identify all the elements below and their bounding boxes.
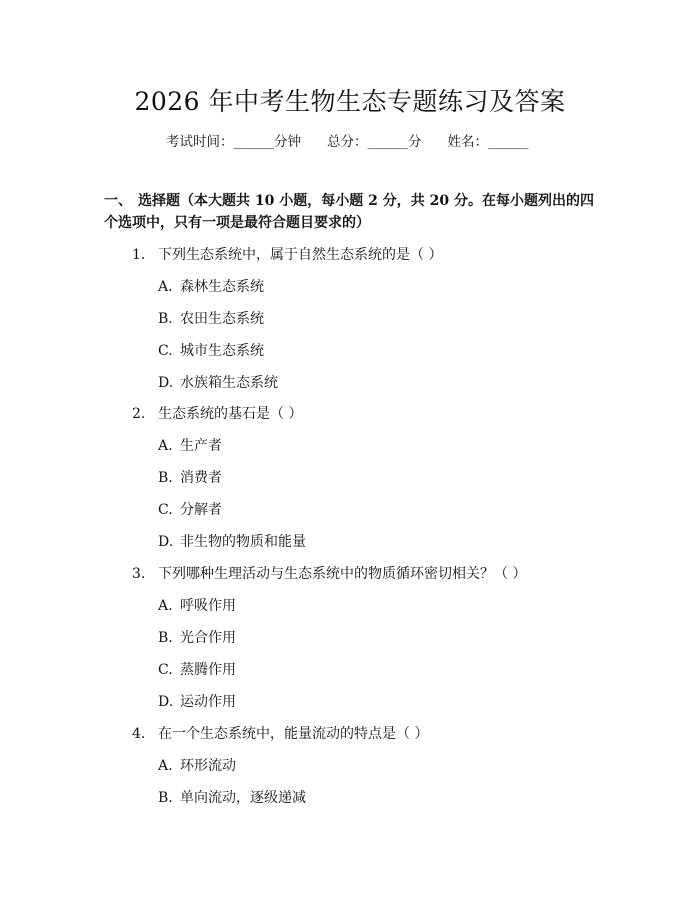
question-1-option-d <box>158 372 278 392</box>
option-letter: C. <box>158 502 173 518</box>
question-number: 4. <box>132 726 146 742</box>
option-text: 非生物的物质和能量 <box>180 534 306 550</box>
question-text: 下列哪种生理活动与生态系统中的物质循环密切相关？（ ） <box>158 566 527 582</box>
question-3-option-c <box>158 659 236 679</box>
question-text: 在一个生态系统中，能量流动的特点是（ ） <box>158 726 429 742</box>
question-2 <box>132 403 302 423</box>
question-1-option-b <box>158 308 264 328</box>
option-text: 生产者 <box>180 438 222 454</box>
option-text: 分解者 <box>180 502 222 518</box>
page-title: 2026 年中考生物生态专题练习及答案 <box>134 87 566 116</box>
question-text: 下列生态系统中，属于自然生态系统的是（ ） <box>158 247 443 263</box>
question-1 <box>132 244 442 264</box>
option-letter: A. <box>158 279 173 295</box>
option-text: 光合作用 <box>180 630 236 646</box>
question-2-option-a <box>158 435 222 455</box>
option-letter: D. <box>158 534 174 550</box>
option-text: 消费者 <box>180 470 222 486</box>
option-letter: B. <box>158 470 173 486</box>
option-text: 运动作用 <box>180 694 236 710</box>
option-letter: C. <box>158 662 173 678</box>
question-3-option-b <box>158 627 236 647</box>
question-3-option-a <box>158 595 236 615</box>
question-2-option-d <box>158 531 306 551</box>
total-score-field: 总分：______分 <box>327 134 422 150</box>
exam-time-field: 考试时间：______分钟 <box>166 134 301 150</box>
option-letter: B. <box>158 630 173 646</box>
question-number: 1. <box>132 247 146 263</box>
name-field: 姓名：______ <box>447 134 529 150</box>
option-letter: A. <box>158 438 173 454</box>
option-text: 环形流动 <box>180 758 236 774</box>
option-letter: D. <box>158 375 174 391</box>
option-text: 城市生态系统 <box>180 343 264 359</box>
option-letter: D. <box>158 694 174 710</box>
question-3 <box>132 563 526 583</box>
section-instructions: 选择题（本大题共 10 小题，每小题 2 分，共 20 分。在每小题列出的四个选项中，只有一项是最符合题目要求的） <box>104 193 594 231</box>
question-number: 2. <box>132 406 146 422</box>
option-text: 森林生态系统 <box>180 279 264 295</box>
question-4-option-a <box>158 755 236 775</box>
option-text: 单向流动，逐级递减 <box>180 790 306 806</box>
question-4-option-b <box>158 787 306 807</box>
option-letter: B. <box>158 790 173 806</box>
section-heading <box>104 190 604 234</box>
question-number: 3. <box>132 566 146 582</box>
question-4 <box>132 723 428 743</box>
question-1-option-a <box>158 276 264 296</box>
option-letter: C. <box>158 343 173 359</box>
option-text: 呼吸作用 <box>180 598 236 614</box>
option-text: 农田生态系统 <box>180 311 264 327</box>
option-text: 蒸腾作用 <box>180 662 236 678</box>
question-1-option-c <box>158 340 264 360</box>
exam-meta <box>166 130 529 150</box>
option-letter: A. <box>158 598 173 614</box>
section-number: 一、 <box>104 193 132 209</box>
option-letter: A. <box>158 758 173 774</box>
option-letter: B. <box>158 311 173 327</box>
question-2-option-b <box>158 467 222 487</box>
question-3-option-d <box>158 691 236 711</box>
question-2-option-c <box>158 499 222 519</box>
question-text: 生态系统的基石是（ ） <box>158 406 303 422</box>
option-text: 水族箱生态系统 <box>180 375 278 391</box>
